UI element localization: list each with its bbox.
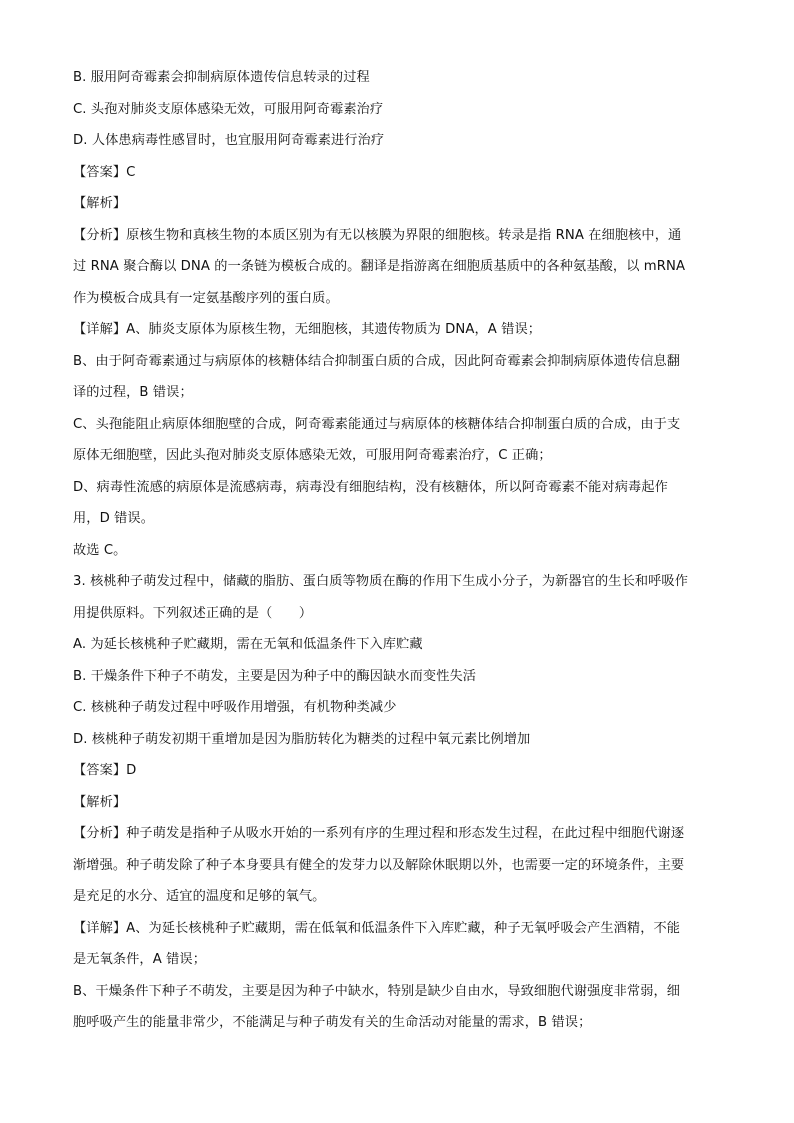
option-c: C. 头孢对肺炎支原体感染无效，可服用阿奇霉素治疗 <box>73 101 384 117</box>
analysis-text: 作为模板合成具有一定氨基酸序列的蛋白质。 <box>73 290 339 306</box>
analysis-text: 是充足的水分、适宜的温度和足够的氧气。 <box>73 889 326 904</box>
answer-label: 【答案】C <box>73 164 136 180</box>
analysis-text: 过 RNA 聚合酶以 DNA 的一条链为模板合成的。翻译是指游离在细胞质基质中的各种氨基酸，以 mRNA <box>73 259 686 274</box>
detail-text: B、由于阿奇霉素通过与病原体的核糖体结合抑制蛋白质的合成，因此阿奇霉素会抑制病原体遗传信息翻 <box>73 353 681 369</box>
detail-text: C、头孢能阻止病原体细胞壁的合成，阿奇霉素能通过与病原体的核糖体结合抑制蛋白质的合成，由于支 <box>73 416 681 432</box>
analysis-label: 【解析】 <box>73 196 127 211</box>
analysis-text: 【分析】原核生物和真核生物的本质区别为有无以核膜为界限的细胞核。转录是指 RNA 在细胞核中，通 <box>73 227 682 243</box>
detail-text: 是无氧条件，A 错误； <box>73 952 206 967</box>
option-b: B. 干燥条件下种子不萌发，主要是因为种子中的酶因缺水而变性失活 <box>73 668 477 684</box>
detail-text: B、干燥条件下种子不萌发，主要是因为种子中缺水，特别是缺少自由水，导致细胞代谢强度非常弱，细 <box>73 983 681 999</box>
option-c: C. 核桃种子萌发过程中呼吸作用增强，有机物种类减少 <box>73 700 397 715</box>
question-stem: 用提供原料。下列叙述正确的是（ ） <box>73 605 313 621</box>
option-d: D. 人体患病毒性感冒时，也宜服用阿奇霉素进行治疗 <box>73 133 385 148</box>
analysis-label: 【解析】 <box>73 794 127 810</box>
conclusion-text: 故选 C。 <box>73 542 127 558</box>
question-stem: 3. 核桃种子萌发过程中，储藏的脂肪、蛋白质等物质在酶的作用下生成小分子，为新器官的生长和呼吸作 <box>73 574 689 589</box>
analysis-text: 【分析】种子萌发是指种子从吸水开始的一系列有序的生理过程和形态发生过程，在此过程中细胞代谢逐 <box>73 826 685 841</box>
page-content <box>73 62 723 1039</box>
detail-text: 胞呼吸产生的能量非常少，不能满足与种子萌发有关的生命活动对能量的需求，B 错误； <box>73 1015 592 1030</box>
option-a: A. 为延长核桃种子贮藏期，需在无氧和低温条件下入库贮藏 <box>73 637 423 652</box>
option-d: D. 核桃种子萌发初期干重增加是因为脂肪转化为糖类的过程中氧元素比例增加 <box>73 731 531 747</box>
option-b: B. 服用阿奇霉素会抑制病原体遗传信息转录的过程 <box>73 70 370 85</box>
detail-text: 用，D 错误。 <box>73 511 154 526</box>
detail-text: 原体无细胞壁，因此头孢对肺炎支原体感染无效，可服用阿奇霉素治疗，C 正确； <box>73 448 552 463</box>
analysis-text: 渐增强。种子萌发除了种子本身要具有健全的发芽力以及解除休眠期以外，也需要一定的环境条件，主要 <box>73 857 685 873</box>
detail-text: D、病毒性流感的病原体是流感病毒，病毒没有细胞结构，没有核糖体，所以阿奇霉素不能对病毒起作 <box>73 479 668 495</box>
detail-text: 译的过程，B 错误； <box>73 385 193 400</box>
detail-text: 【详解】A、肺炎支原体为原核生物，无细胞核，其遗传物质为 DNA，A 错误； <box>73 322 542 337</box>
detail-text: 【详解】A、为延长核桃种子贮藏期，需在低氧和低温条件下入库贮藏，种子无氧呼吸会产生酒精，不能 <box>73 920 681 936</box>
answer-label: 【答案】D <box>73 763 137 778</box>
